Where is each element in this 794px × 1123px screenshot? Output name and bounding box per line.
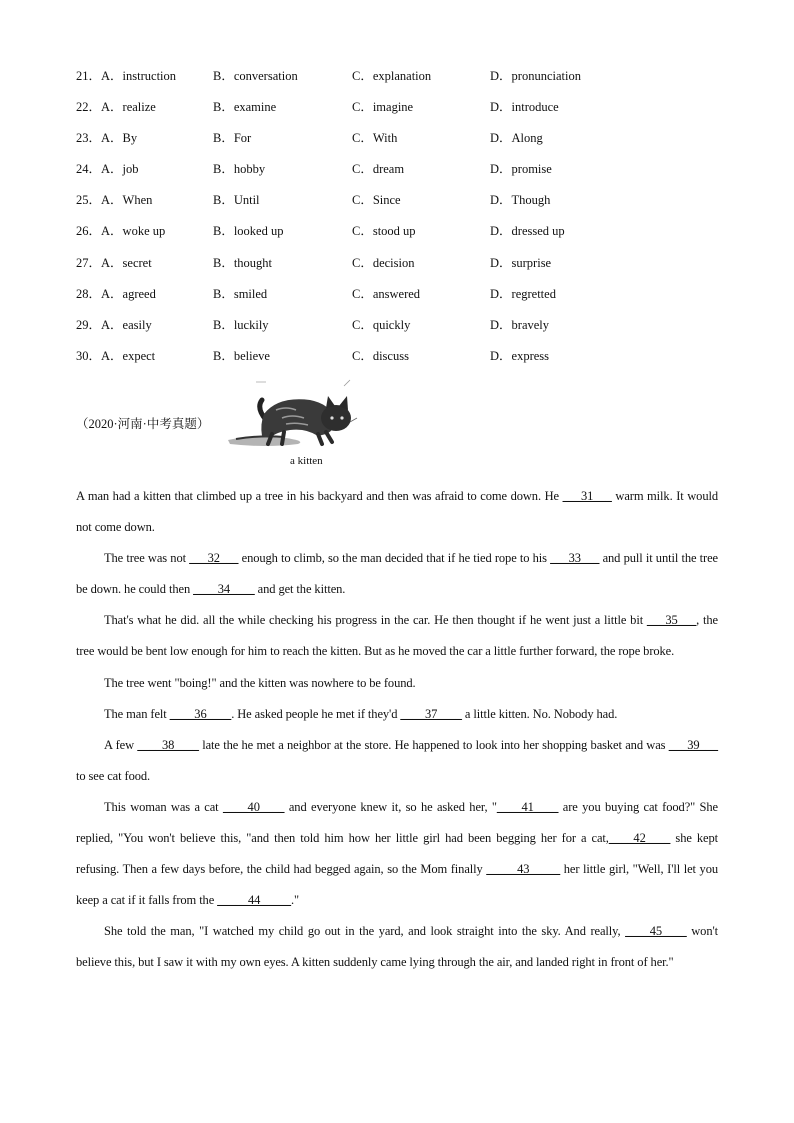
text: and get the kitten. bbox=[254, 582, 346, 597]
blank-45: ____45____ bbox=[625, 924, 687, 939]
option-c: C．explanation bbox=[352, 69, 432, 83]
option-row-30 bbox=[76, 346, 736, 377]
question-28 bbox=[76, 284, 156, 304]
text: a little kitten. No. Nobody had. bbox=[461, 706, 618, 721]
answer-options bbox=[76, 66, 736, 377]
blank-42: ____42____ bbox=[608, 831, 671, 846]
option-a: A．agreed bbox=[101, 286, 156, 301]
option-row-25 bbox=[76, 190, 736, 221]
question-29 bbox=[76, 315, 152, 335]
option-d: D．Though bbox=[490, 193, 551, 208]
option-b: B．hobby bbox=[213, 162, 266, 177]
text: ." bbox=[291, 893, 300, 908]
text: and everyone knew it, so he asked her, " bbox=[284, 799, 497, 814]
text: late the he met a neighbor at the store. He happened to look into her shopping basket and was bbox=[198, 737, 669, 752]
blank-43: _____43_____ bbox=[486, 862, 561, 877]
text: The tree was not bbox=[104, 551, 190, 566]
paragraph-6 bbox=[76, 730, 718, 792]
blank-31: ___31___ bbox=[562, 489, 612, 503]
option-d: D．dressed up bbox=[490, 224, 565, 239]
option-a: A．By bbox=[101, 131, 138, 146]
paragraph-2 bbox=[76, 543, 718, 605]
cloze-passage bbox=[76, 481, 718, 979]
blank-37: ____37____ bbox=[400, 706, 462, 721]
question-21 bbox=[76, 66, 176, 86]
option-d: D．pronunciation bbox=[490, 69, 581, 83]
option-c: C．Since bbox=[352, 193, 401, 208]
question-number: 26． bbox=[76, 224, 102, 239]
blank-33: ___33___ bbox=[550, 551, 600, 566]
option-d: D．surprise bbox=[490, 255, 552, 270]
blank-39: ___39___ bbox=[668, 737, 718, 752]
paragraph-8 bbox=[76, 916, 718, 978]
source-label: （2020·河南·中考真题） bbox=[76, 417, 210, 431]
text: warm milk. It would not come down. bbox=[76, 489, 718, 535]
paragraph-7 bbox=[76, 792, 718, 916]
paragraph-5 bbox=[76, 699, 718, 730]
question-number: 30． bbox=[76, 348, 102, 363]
option-a: A．When bbox=[101, 193, 153, 208]
option-d: D．express bbox=[490, 348, 550, 363]
question-number: 25． bbox=[76, 193, 102, 208]
text: , the tree would be bent low enough for him to reach the kitten. But as he moved the car a little further forward, the rope broke. bbox=[76, 613, 718, 659]
text: are you buying cat food?" She replied, "You won't believe this, "and then told him how her little girl had been begging her for a cat, bbox=[76, 799, 718, 846]
option-b: B．examine bbox=[213, 100, 277, 115]
option-row-23 bbox=[76, 128, 736, 159]
option-row-29 bbox=[76, 315, 736, 346]
paragraph-1 bbox=[76, 481, 718, 543]
text: won't believe this, but I saw it with my own eyes. A kitten suddenly came lying through the air, and landed right in front of her." bbox=[76, 924, 718, 970]
text: . He asked people he met if they'd bbox=[231, 706, 401, 721]
option-d: D．promise bbox=[490, 162, 552, 177]
text: to see cat food. bbox=[76, 768, 151, 783]
option-b: B．For bbox=[213, 131, 252, 146]
option-b: B．looked up bbox=[213, 224, 284, 239]
text: enough to climb, so the man decided that if he tied rope to his bbox=[238, 551, 551, 566]
figure-caption: a kitten bbox=[290, 455, 323, 467]
option-c: C．dream bbox=[352, 162, 405, 177]
text: her little girl, "Well, I'll let you keep a cat if it falls from the bbox=[76, 862, 718, 908]
question-number: 22． bbox=[76, 100, 102, 115]
question-number: 29． bbox=[76, 317, 102, 332]
blank-38: ____38____ bbox=[137, 737, 199, 752]
text: she kept refusing. Then a few days before, the child had begged again, so the Mom finally bbox=[76, 831, 718, 877]
option-b: B．luckily bbox=[213, 317, 269, 332]
question-26 bbox=[76, 221, 165, 241]
option-row-22 bbox=[76, 97, 736, 128]
text: That's what he did. all the while checking his progress in the car. He then thought if he went just a little bit bbox=[104, 613, 647, 628]
blank-41: ____41____ bbox=[496, 799, 559, 814]
question-number: 21． bbox=[76, 69, 102, 83]
option-a: A．easily bbox=[101, 317, 152, 332]
option-b: B．smiled bbox=[213, 286, 268, 301]
question-24 bbox=[76, 159, 139, 179]
kitten-ear-left bbox=[326, 396, 335, 408]
paragraph-3 bbox=[76, 605, 718, 667]
question-30 bbox=[76, 346, 155, 366]
option-d: D．Along bbox=[490, 131, 543, 146]
question-27 bbox=[76, 253, 152, 273]
question-number: 28． bbox=[76, 286, 102, 301]
option-b: B．thought bbox=[213, 255, 273, 270]
option-c: C．discuss bbox=[352, 348, 409, 363]
option-c: C．stood up bbox=[352, 224, 416, 239]
text: This woman was a cat bbox=[104, 799, 223, 814]
question-number: 27． bbox=[76, 255, 102, 270]
option-row-24 bbox=[76, 159, 736, 190]
option-row-21 bbox=[76, 66, 736, 97]
option-b: B．conversation bbox=[213, 69, 298, 83]
question-number: 23． bbox=[76, 131, 102, 146]
blank-32: ___32___ bbox=[189, 551, 239, 566]
option-d: D．regretted bbox=[490, 286, 556, 301]
text: A man had a kitten that climbed up a tree in his backyard and then was afraid to come down. He bbox=[76, 489, 563, 503]
option-d: D．bravely bbox=[490, 317, 550, 332]
option-d: D．introduce bbox=[490, 100, 559, 115]
option-b: B．Until bbox=[213, 193, 260, 208]
option-a: A．job bbox=[101, 162, 139, 177]
option-a: A．secret bbox=[101, 255, 152, 270]
option-a: A．expect bbox=[101, 348, 156, 363]
text: She told the man, "I watched my child go out in the yard, and look straight into the sky. And really, bbox=[104, 924, 626, 939]
blank-36: ____36____ bbox=[169, 706, 232, 721]
blank-40: ____40____ bbox=[222, 799, 285, 814]
option-a: A．instruction bbox=[101, 69, 177, 83]
blank-34: ____34____ bbox=[193, 582, 255, 597]
option-c: C．imagine bbox=[352, 100, 414, 115]
text: The man felt bbox=[104, 706, 170, 721]
text: The tree went "boing!" and the kitten was nowhere to be found. bbox=[104, 675, 416, 690]
question-25 bbox=[76, 190, 152, 210]
option-c: C．answered bbox=[352, 286, 421, 301]
option-c: C．decision bbox=[352, 255, 415, 270]
option-a: A．realize bbox=[101, 100, 156, 115]
option-a: A．woke up bbox=[101, 224, 166, 239]
paragraph-4 bbox=[76, 668, 718, 699]
blank-35: ___35___ bbox=[646, 613, 697, 628]
question-23 bbox=[76, 128, 137, 148]
option-row-28 bbox=[76, 284, 736, 315]
text: A few bbox=[104, 737, 138, 752]
option-row-27 bbox=[76, 253, 736, 284]
option-c: C．With bbox=[352, 131, 398, 146]
question-number: 24． bbox=[76, 162, 102, 177]
option-row-26 bbox=[76, 221, 736, 252]
blank-44: _____44_____ bbox=[217, 893, 291, 908]
option-c: C．quickly bbox=[352, 317, 411, 332]
question-22 bbox=[76, 97, 156, 117]
text: and pull it until the tree be down. he could then bbox=[76, 551, 718, 597]
option-b: B．believe bbox=[213, 348, 270, 363]
